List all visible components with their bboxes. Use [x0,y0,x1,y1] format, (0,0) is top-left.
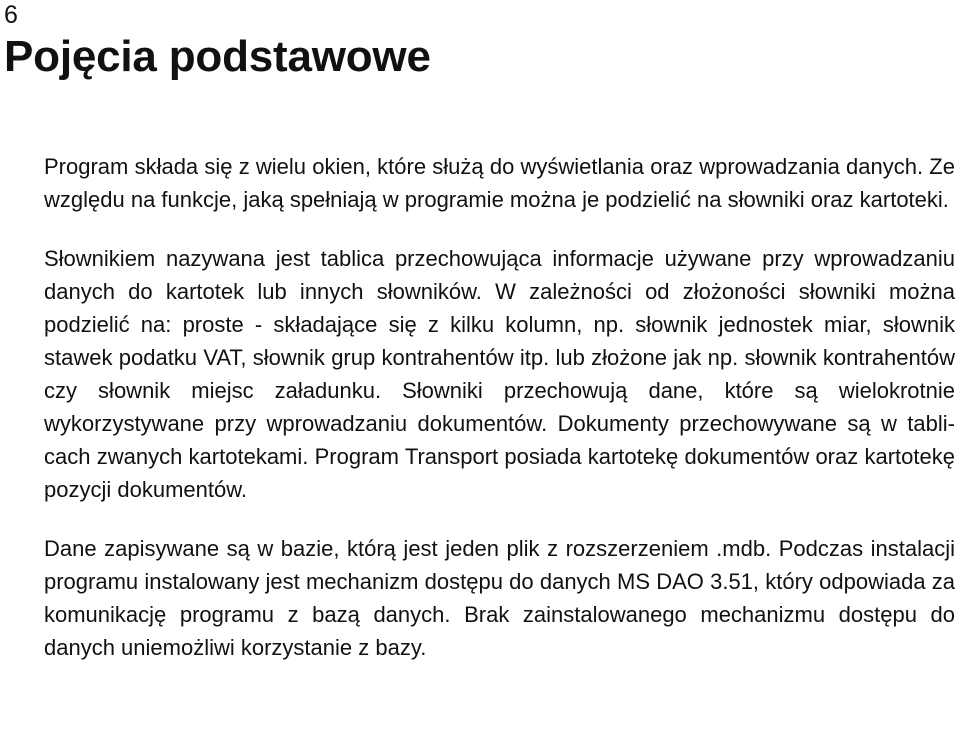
paragraph-program-windows: Program składa się z wielu okien, które służą do wyświetlania oraz wprowadzania danych. Ze względu na funkcje, jaką spełniają w programie można je podzielić na słowniki oraz kartoteki. [44,154,955,212]
body-text [44,150,955,664]
page-number: 6 [4,1,18,29]
paragraph-dictionaries: Słownikiem nazywana jest tablica przechowująca informacje używane przy wprowadzaniu danych do kartotek lub innych słowników. W zależności od złożoności słowniki można podzielić na: proste - składające się z kilku kolumn, np. słownik jednostek miar, słownik stawek podatku VAT, słownik grup kontrahentów itp. lub złożone jak np. słownik kontrahentów czy słownik miejsc załadunku. Słowniki przechowują dane, które są wielokrotnie wykorzystywane przy wprowadzaniu dokumentów. Dokumenty przechowywane są w tablicach zwanych kartotekami. Program Transport posiada kartotekę dokumentów oraz kartotekę pozycji dokumentów. [44,246,955,502]
chapter-title: Pojęcia podstawowe [4,32,431,81]
paragraph-database: Dane zapisywane są w bazie, którą jest jeden plik z rozszerzeniem .mdb. Podczas instalacji programu instalowany jest mechanizm dostępu do danych MS DAO 3.51, który odpowiada za komunikację programu z bazą danych. Brak zainstalowanego mechanizmu dostępu do danych uniemożliwi korzystanie z bazy. [44,536,955,660]
